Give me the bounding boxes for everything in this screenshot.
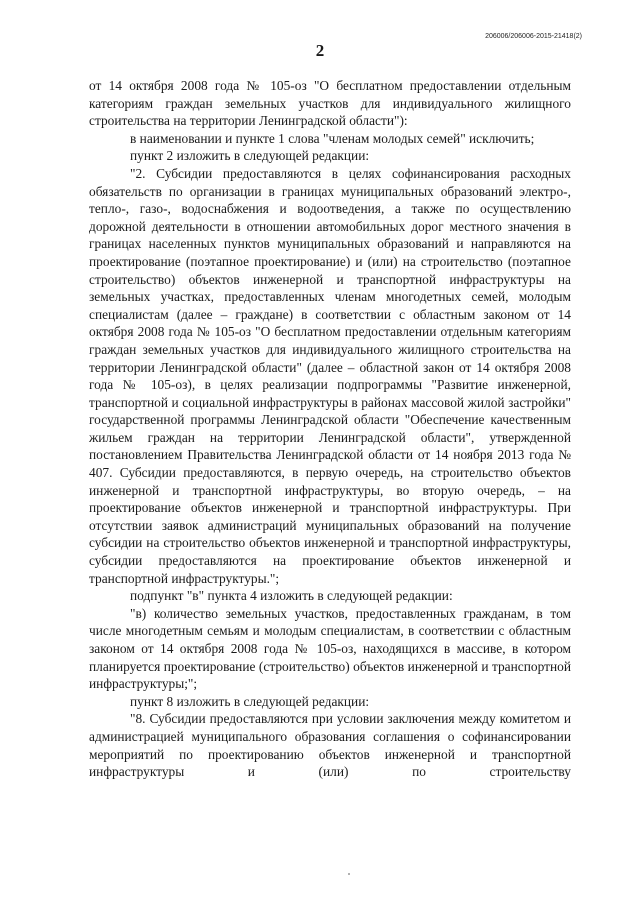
paragraph-point2-text: "2. Субсидии предоставляются в целях софинансирования расходных обязательств по организации в границах муниципальных образований электро-, тепло-, газо-, водоснабжения и водоотведения, а также по осуществлению дорожной деятельности в отношении автомобильных дорог местного значения в границах населенных пунктов муниципальных образований и направляются на проектирование (поэтапное проектирование) и (или) на строительство (поэтапное строительство) объектов инженерной и транспортной инфраструктуры на земельных участках, предоставленных членам многодетных семей, молодым специалистам (далее – граждане) в соответствии с областным законом от 14 октября 2008 года № 105-оз "О бесплатном предоставлении отдельным категориям граждан земельных участков для индивидуального жилищного строительства на территории Ленинградской области" (далее – областной закон от 14 октября 2008 года № 105-оз), в целях реализации подпрограммы "Развитие инженерной, транспортной и социальной инфраструктуры в районах массовой жилой застройки" государственной программы Ленинградской области "Обеспечение качественным жильем граждан на территории Ленинградской области", утвержденной постановлением Правительства Ленинградской области от 14 ноября 2013 года № 407. Субсидии предоставляются, в первую очередь, на строительство объектов инженерной и транспортной инфраструктуры, во вторую очередь, – на проектирование объектов инженерной и транспортной инфраструктуры. При отсутствии заявок администраций муниципальных образований на получение субсидии на строительство объектов инженерной и транспортной инфраструктуры, субсидии предоставляются на проектирование объектов инженерной и транспортной инфраструктуры."; [89,165,571,586]
document-body [89,77,571,781]
document-id: 206006/206006-2015-21418(2) [485,33,582,40]
paragraph-point2-intro: пункт 2 изложить в следующей редакции: [130,148,370,164]
paragraph-amend-title: в наименовании и пункте 1 слова "членам молодых семей" исключить; [130,130,535,146]
paragraph-point8-intro: пункт 8 изложить в следующей редакции: [130,693,370,709]
paragraph-subpoint-v-intro: подпункт "в" пункта 4 изложить в следующей редакции: [130,588,453,604]
scan-speck [348,873,350,875]
paragraph-point8-text: "8. Субсидии предоставляются при условии заключения между комитетом и администрацией муниципального образования соглашения о софинансировании мероприятий по проектированию объектов инженерной и транспортной инфраструктуры и (или) по строительству [89,711,571,780]
paragraph-law-reference: от 14 октября 2008 года № 105-оз "О бесплатном предоставлении отдельным категориям граждан земельных участков для индивидуального жилищного строительства на территории Ленинградской области"): [89,78,571,129]
page-number: 2 [315,41,325,60]
paragraph-subpoint-v-text: "в) количество земельных участков, предоставленных гражданам, в том числе многодетным семьям и молодым специалистам, в соответствии с областным законом от 14 октября 2008 года № 105-оз, находящихся в массиве, в котором планируется проектирование (строительство) объектов инженерной и транспортной инфраструктуры;"; [89,605,571,692]
